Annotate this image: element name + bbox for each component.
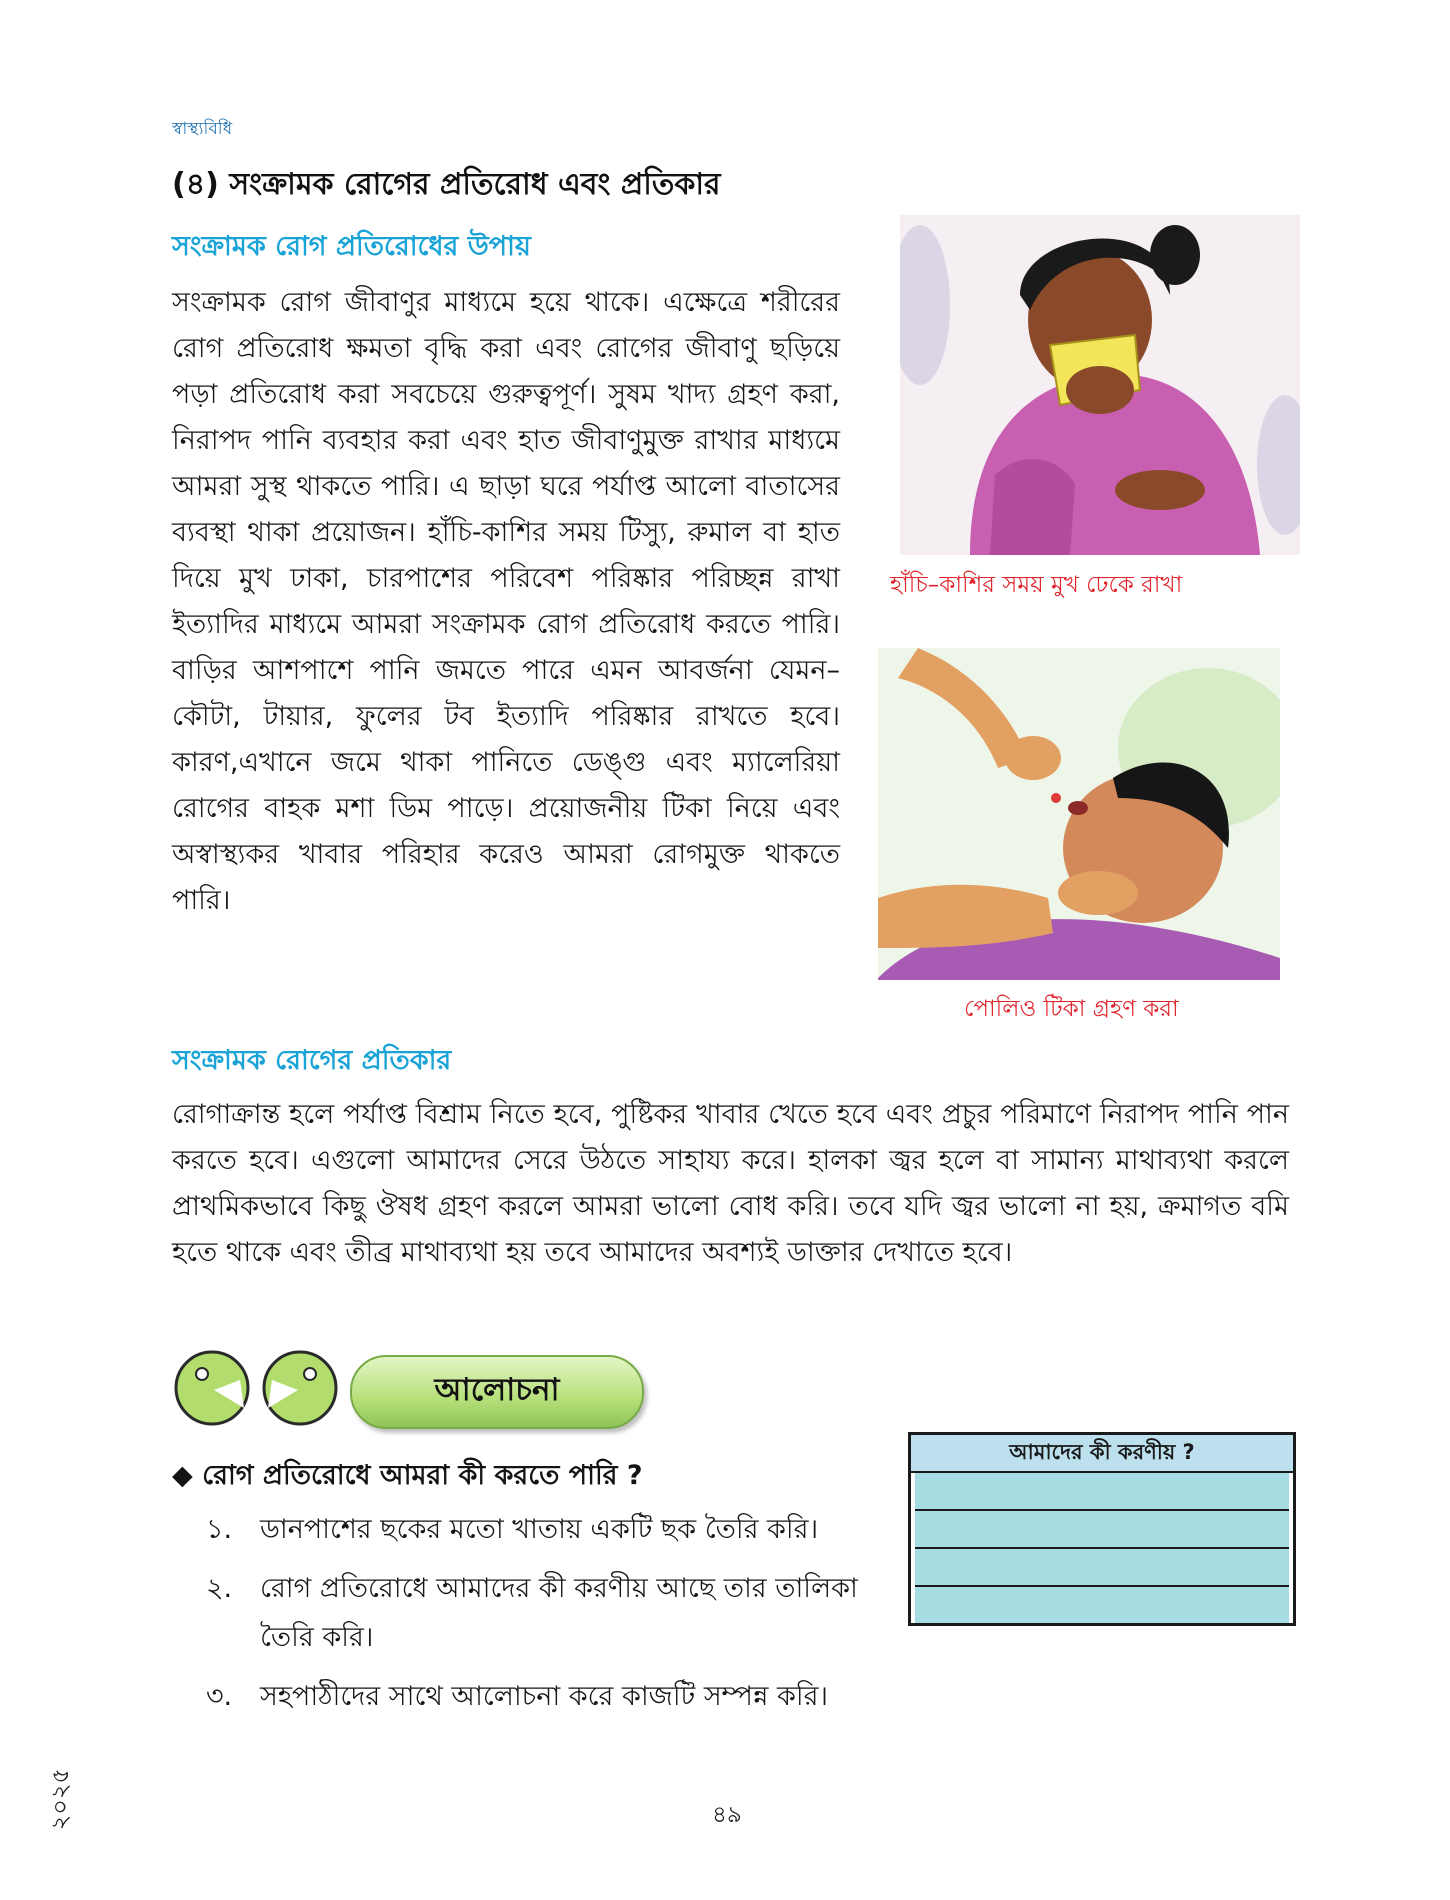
table-row [915,1549,1289,1587]
remedy-heading: সংক্রামক রোগের প্রতিকার [172,1045,452,1076]
discussion-banner [172,1350,652,1430]
discussion-label-pill [350,1355,644,1429]
side-year: ২০২৫ [46,1768,74,1831]
step-number: ১. [206,1514,233,1545]
discussion-question [172,1455,643,1500]
question-text: রোগ প্রতিরোধে আমরা কী করতে পারি ? [202,1460,643,1491]
step-text: সহপাঠীদের সাথে আলোচনা করে কাজটি সম্পন্ন করি। [260,1681,829,1712]
step-number: ৩. [206,1681,233,1712]
polio-caption: পোলিও টিকা গ্রহণ করা [964,996,1179,1022]
step-text: রোগ প্রতিরোধে আমাদের কী করণীয় আছে তার তালিকা [260,1573,858,1604]
step-item [206,1505,911,1554]
step-text-continued: তৈরি করি। [260,1622,374,1653]
sneeze-caption: হাঁচি–কাশির সময় মুখ ঢেকে রাখা [890,572,1183,598]
diamond-bullet-icon: ◆ [172,1460,193,1491]
table-row [915,1587,1289,1623]
sneeze-illustration [900,215,1300,555]
table-row [915,1511,1289,1549]
duties-table [908,1432,1296,1626]
table-row [915,1473,1289,1511]
step-number: ২. [206,1573,233,1604]
activity-steps [206,1505,911,1731]
prevention-paragraph: সংক্রামক রোগ জীবাণুর মাধ্যমে হয়ে থাকে। এক্ষেত্রে শরীরের রোগ প্রতিরোধ ক্ষমতা বৃদ্ধি করা এবং রোগের জীবাণু ছড়িয়ে পড়া প্রতিরোধ করা সবচেয়ে গুরুত্বপূর্ণ। সুষম খাদ্য গ্রহণ করা, নিরাপদ পানি ব্যবহার করা এবং হাত জীবাণুমুক্ত রাখার মাধ্যমে আমরা সুস্থ থাকতে পারি। এ ছাড়া ঘরে পর্যাপ্ত আলো বাতাসের ব্যবস্থা থাকা প্রয়োজন। হাঁচি-কাশির সময় টিস্যু, রুমাল বা হাত দিয়ে মুখ ঢাকা, চারপাশের পরিবেশ পরিষ্কার পরিচ্ছন্ন রাখা ইত্যাদির মাধ্যমে আমরা সংক্রামক রোগ প্রতিরোধ করতে পারি। বাড়ির আশপাশে পানি জমতে পারে এমন আবর্জনা যেমন– কৌটা, টায়ার, ফুলের টব ইত্যাদি পরিষ্কার রাখতে হবে। কারণ,এখানে জমে থাকা পানিতে ডেঙ্গু এবং ম্যালেরিয়া রোগের বাহক মশা ডিম পাড়ে। প্রয়োজনীয় টিকা নিয়ে এবং অস্বাস্থ্যকর খাবার পরিহার করেও আমরা রোগমুক্ত থাকতে পারি। [172,287,840,916]
prevention-heading: সংক্রামক রোগ প্রতিরোধের উপায় [172,231,531,262]
step-text: ডানপাশের ছকের মতো খাতায় একটি ছক তৈরি করি। [260,1514,819,1545]
polio-vaccine-illustration [878,648,1280,980]
step-item [206,1564,911,1662]
step-item [206,1672,911,1721]
table-header: আমাদের কী করণীয় ? [911,1435,1293,1473]
discussion-label: আলোচনা [434,1372,560,1408]
speech-bubbles-icon [174,1350,344,1430]
chapter-name: স্বাস্থ্যবিধি [172,119,233,139]
remedy-paragraph: রোগাক্রান্ত হলে পর্যাপ্ত বিশ্রাম নিতে হবে, পুষ্টিকর খাবার খেতে হবে এবং প্রচুর পরিমাণে নিরাপদ পানি পান করতে হবে। এগুলো আমাদের সেরে উঠতে সাহায্য করে। হালকা জ্বর হলে বা সামান্য মাথাব্যথা করলে প্রাথমিকভাবে কিছু ঔষধ গ্রহণ করলে আমরা ভালো বোধ করি। তবে যদি জ্বর ভালো না হয়, ক্রমাগত বমি হতে থাকে এবং তীব্র মাথাব্যথা হয় তবে আমাদের অবশ্যই ডাক্তার দেখাতে হবে। [172,1099,1289,1268]
page-number: ৪৯ [712,1802,742,1828]
section-title: (৪) সংক্রামক রোগের প্রতিরোধ এবং প্রতিকার [172,167,721,202]
